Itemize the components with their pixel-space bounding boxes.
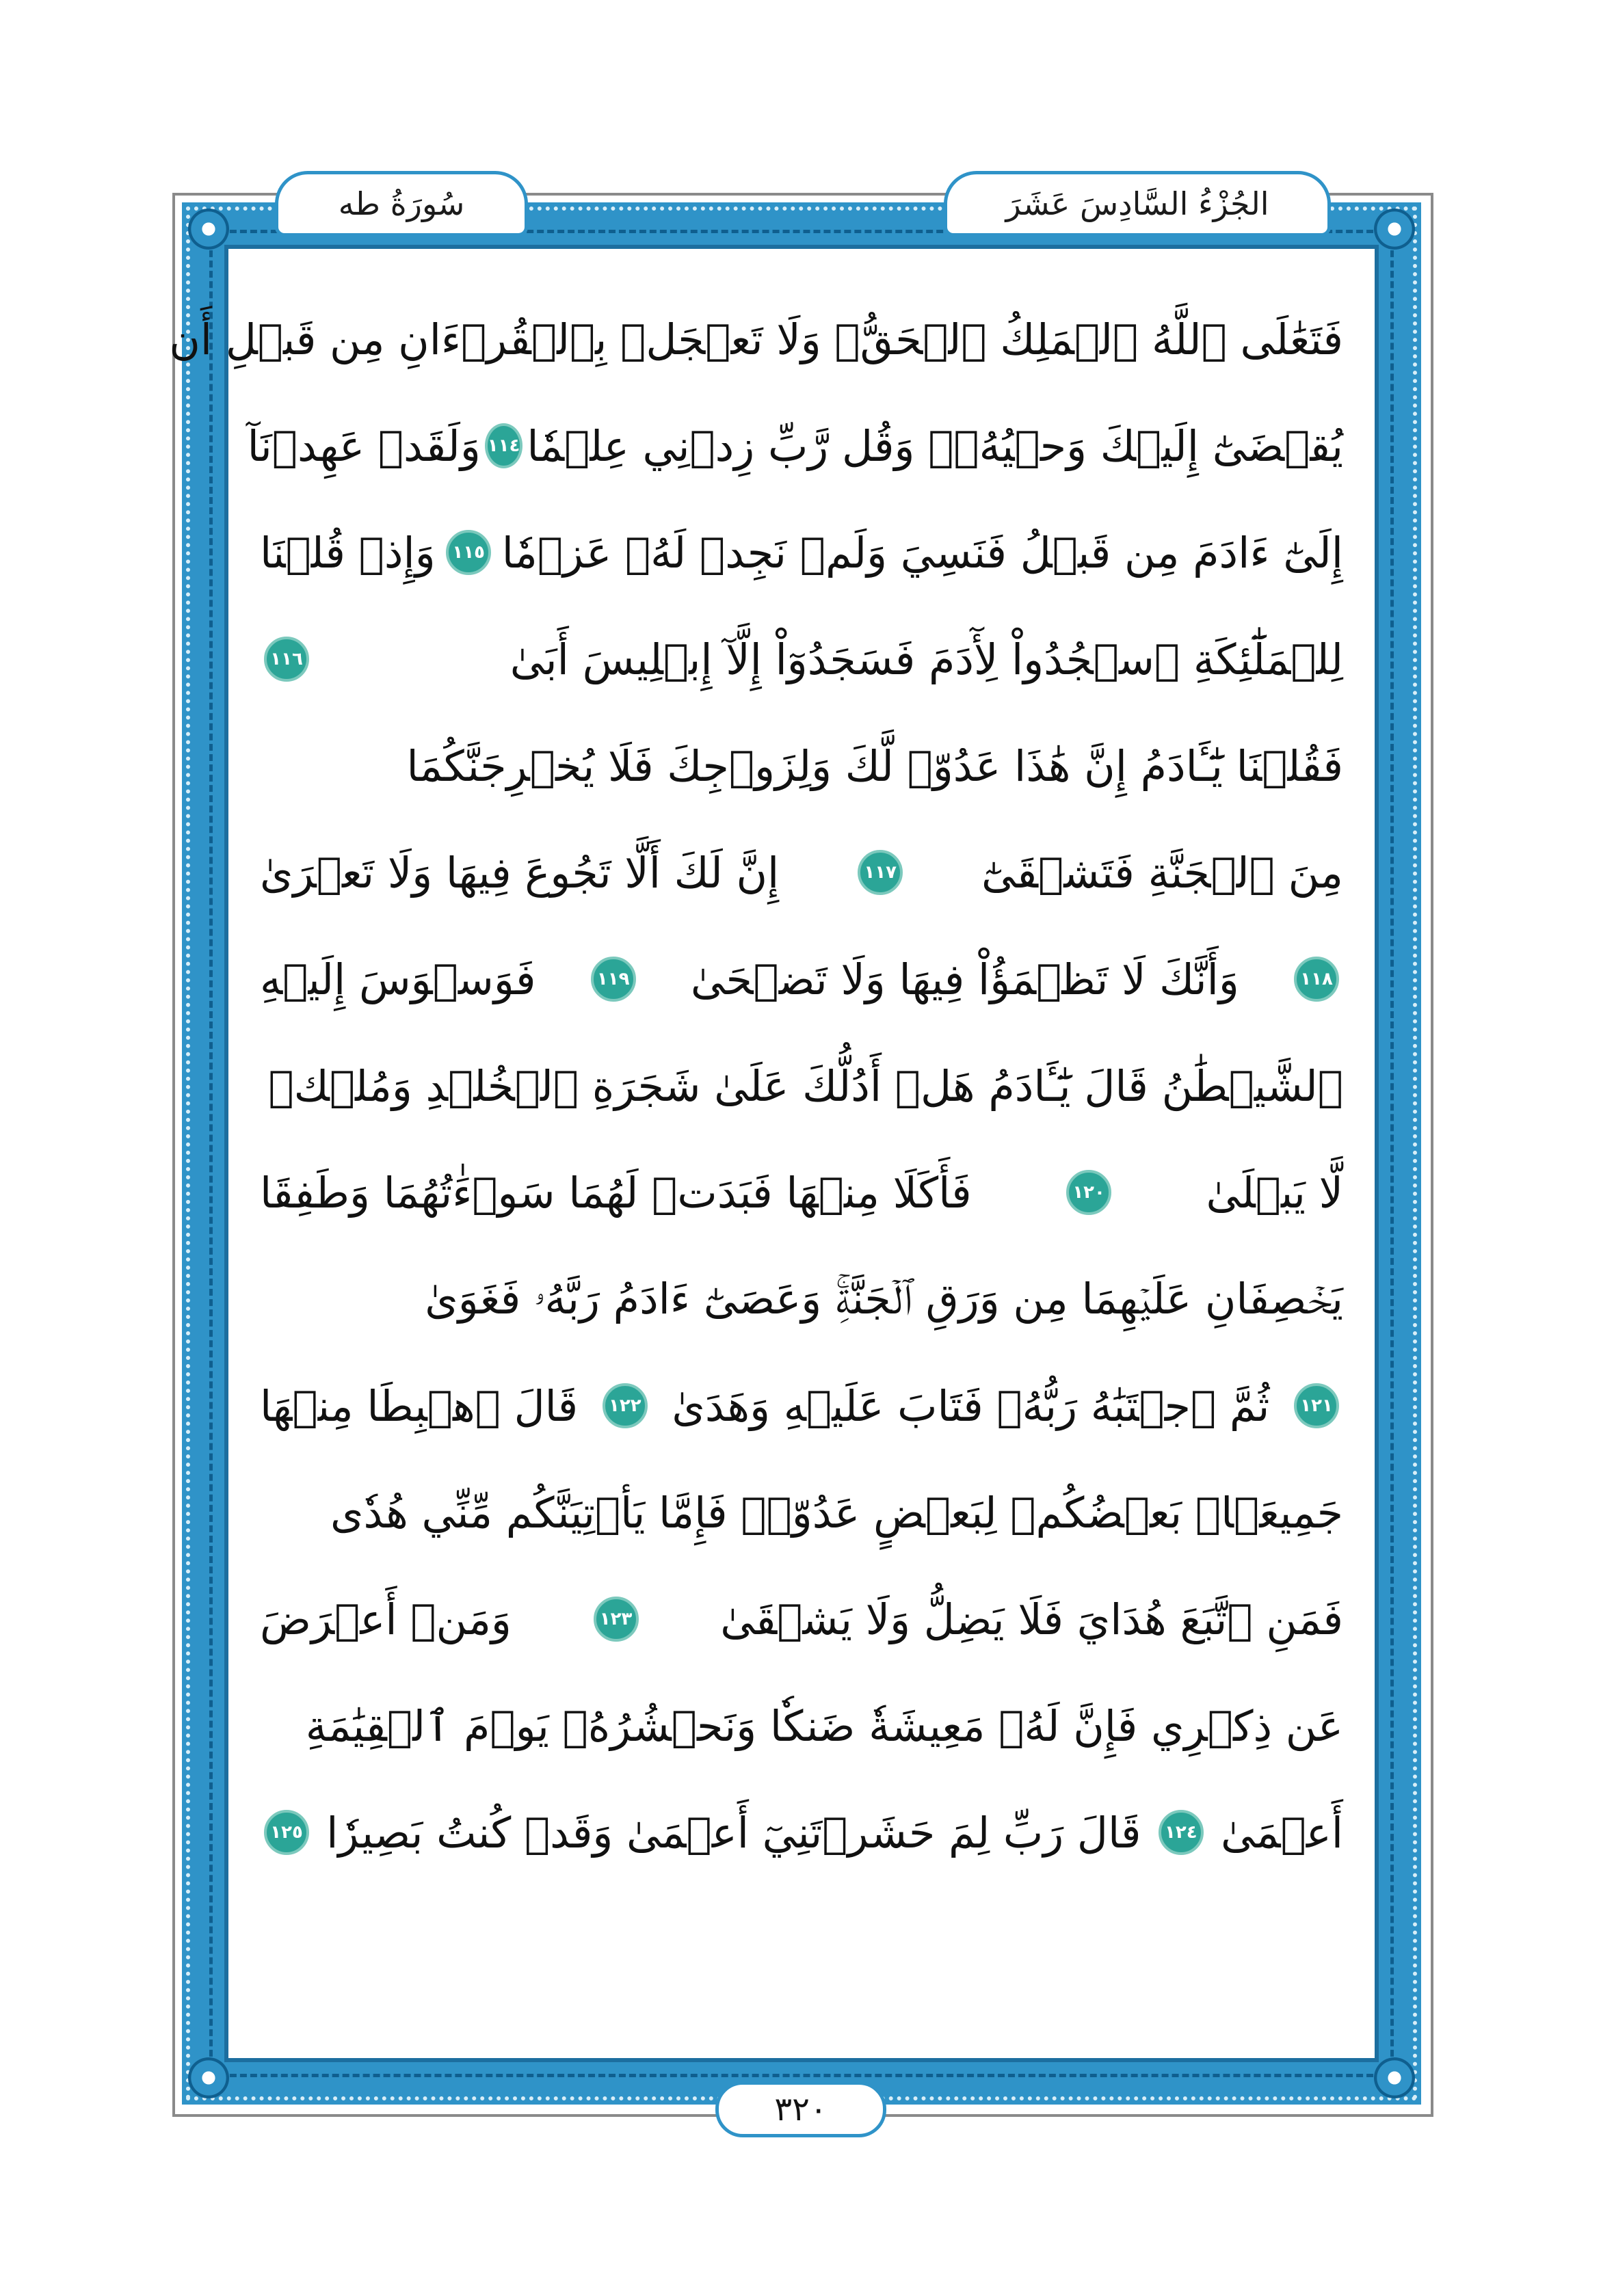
verse-text: إِلَىٰٓ ءَادَمَ مِن قَبۡلُ فَنَسِيَ وَلَمۡ نَجِدۡ لَهُۥ عَزۡمٗا [501,527,1343,578]
verse-line [260,1672,1343,1779]
verse-line [260,1779,1343,1886]
verse-text: وَلَقَدۡ عَهِدۡنَآ [247,421,481,471]
verse-line [247,392,1343,499]
verse-text: فَمَنِ ٱتَّبَعَ هُدَايَ فَلَا يَضِلُّ وَلَا يَشۡقَىٰ [720,1594,1343,1644]
verse-line [260,1246,1343,1352]
verse-lines [169,286,1343,1886]
verse-text: فَتَعَٰلَى ٱللَّهُ ٱلۡمَلِكُ ٱلۡحَقُّۗ وَلَا تَعۡجَلۡ بِٱلۡقُرۡءَانِ مِن قَبۡلِ أَن [169,314,1343,364]
verse-text: ٱلشَّيۡطَٰنُ قَالَ يَٰٓـَٔادَمُ هَلۡ أَدُلُّكَ عَلَىٰ شَجَرَةِ ٱلۡخُلۡدِ وَمُلۡكٖ [268,1060,1343,1111]
ayah-number-marker: ١١٦ [264,637,309,682]
ayah-number-marker: ١٢٠ [1066,1170,1111,1215]
corner-ornament-top-left [188,209,229,250]
verse-line [260,926,1343,1032]
verse-text: عَن ذِكۡرِي فَإِنَّ لَهُۥ مَعِيشَةٗ ضَنكٗا وَنَحۡشُرُهُۥ يَوۡمَ ٱلۡقِيَٰمَةِ [305,1700,1343,1751]
verse-text: لِلۡمَلَٰٓئِكَةِ ٱسۡجُدُواْ لِأٓدَمَ فَسَجَدُوٓاْ إِلَّآ إِبۡلِيسَ أَبَىٰ [510,634,1343,684]
corner-ornament-top-right [1374,209,1415,250]
ayah-number-marker: ١١٩ [591,957,636,1002]
ayah-number-marker: ١١٤ [485,423,523,468]
verse-text: لَّا يَبۡلَىٰ [1206,1167,1343,1218]
ayah-number-marker: ١١٥ [446,530,491,575]
page-number: ٣٢٠ [715,2081,886,2137]
verse-text: قَالَ رَبِّ لِمَ حَشَرۡتَنِيٓ أَعۡمَىٰ وَقَدۡ كُنتُ بَصِيرٗا [326,1807,1141,1858]
verse-line [260,819,1343,926]
verse-text: قَالَ ٱهۡبِطَا مِنۡهَا [260,1380,579,1431]
surah-name: سُورَةُ طه [338,185,465,222]
ayah-number-marker: ١٢١ [1294,1383,1339,1428]
juz-name: الجُزْءُ السَّادِسَ عَشَرَ [1005,185,1269,222]
verse-text: إِنَّ لَكَ أَلَّا تَجُوعَ فِيهَا وَلَا تَعۡرَىٰ [260,847,780,898]
surah-name-header [275,171,528,237]
verse-text: أَعۡمَىٰ [1221,1807,1343,1858]
ayah-number-marker: ١٢٣ [594,1597,639,1642]
juz-name-header [944,171,1331,237]
verse-text: وَأَنَّكَ لَا تَظۡمَؤُاْ فِيهَا وَلَا تَضۡحَىٰ [690,954,1239,1004]
corner-ornament-bottom-right [1374,2057,1415,2098]
verse-line [260,499,1343,606]
verse-text: جَمِيعَۢاۖ بَعۡضُكُمۡ لِبَعۡضٍ عَدُوّٞۖ فَإِمَّا يَأۡتِيَنَّكُم مِّنِّي هُدٗى [330,1487,1343,1538]
verse-text: يَخۡصِفَانِ عَلَيۡهِمَا مِن وَرَقِ ٱلۡجَنَّةِۚ وَعَصَىٰٓ ءَادَمُ رَبَّهُۥ فَغَوَىٰ [425,1274,1343,1324]
ayah-number-marker: ١١٨ [1294,957,1339,1002]
verse-line [260,606,1343,712]
verse-text: فَأَكَلَا مِنۡهَا فَبَدَتۡ لَهُمَا سَوۡءَٰتُهُمَا وَطَفِقَا [260,1167,972,1218]
ayah-number-marker: ١٢٢ [603,1383,648,1428]
verse-text: وَمَنۡ أَعۡرَضَ [260,1594,512,1644]
verse-text: مِنَ ٱلۡجَنَّةِ فَتَشۡقَىٰٓ [981,847,1343,898]
verse-line [260,712,1343,819]
verse-line [260,1032,1343,1139]
verse-line [260,1139,1343,1246]
ayah-number-marker: ١٢٥ [264,1810,309,1855]
verse-line [169,286,1343,392]
verse-text: يُقۡضَىٰٓ إِلَيۡكَ وَحۡيُهُۥۖ وَقُل رَّبِّ زِدۡنِي عِلۡمٗا [527,421,1343,471]
ayah-number-marker: ١١٧ [858,850,903,895]
verse-line [260,1566,1343,1672]
verse-line [260,1459,1343,1566]
ayah-number-marker: ١٢٤ [1159,1810,1204,1855]
corner-ornament-bottom-left [188,2057,229,2098]
verse-line [260,1352,1343,1459]
verse-text: فَوَسۡوَسَ إِلَيۡهِ [260,954,536,1004]
verse-text: فَقُلۡنَا يَٰٓـَٔادَمُ إِنَّ هَٰذَا عَدُوّٞ لَّكَ وَلِزَوۡجِكَ فَلَا يُخۡرِجَنَّكُمَا [406,740,1343,791]
verse-text: وَإِذۡ قُلۡنَا [260,527,436,578]
verse-text: ثُمَّ ٱجۡتَبَٰهُ رَبُّهُۥ فَتَابَ عَلَيۡهِ وَهَدَىٰ [672,1380,1270,1431]
